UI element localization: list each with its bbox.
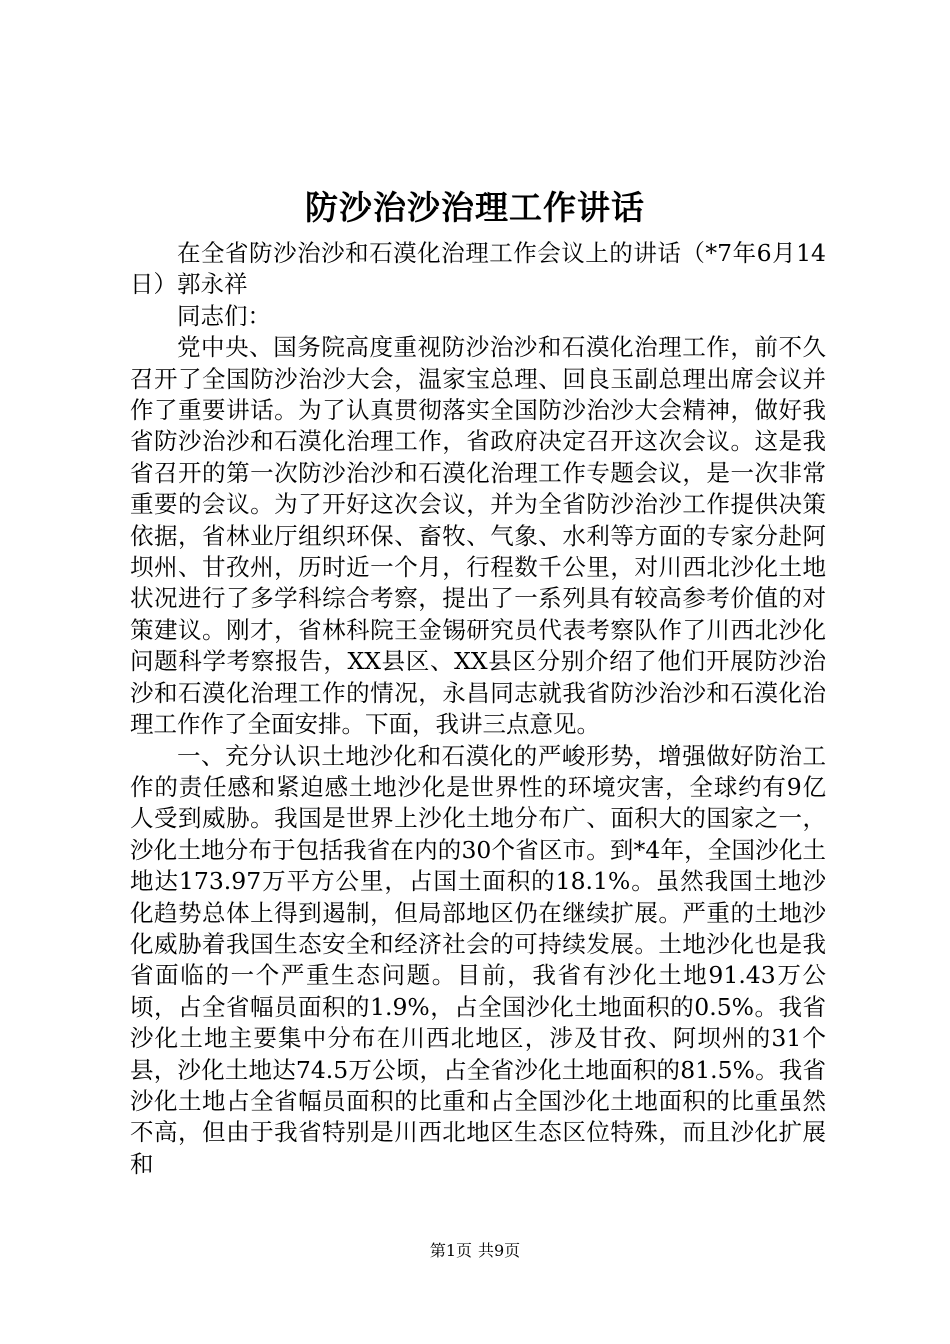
- section-one-paragraph: 一、充分认识土地沙化和石漠化的严峻形势，增强做好防治工作的责任感和紧迫感土地沙化是世界性的环境灾害，全球约有9亿人受到威胁。我国是世界上沙化土地分布广、面积大的国家之一，沙化土地分布于包括我省在内的30个省区市。到*4年，全国沙化土地达173.97万平方公里，占国土面积的18.1%。虽然我国土地沙化趋势总体上得到遏制，但局部地区仍在继续扩展。严重的土地沙化威胁着我国生态安全和经济社会的可持续发展。土地沙化也是我省面临的一个严重生态问题。目前，我省有沙化土地91.43万公顷，占全省幅员面积的1.9%，占全国沙化土地面积的0.5%。我省沙化土地主要集中分布在川西北地区，涉及甘孜、阿坝州的31个县，沙化土地达74.5万公顷，占全省沙化土地面积的81.5%。我省沙化土地占全省幅员面积的比重和占全国沙化土地面积的比重虽然不高，但由于我省特别是川西北地区生态区位特殊，而且沙化扩展和: [130, 741, 826, 1178]
- page-total: 共9页: [478, 1241, 521, 1260]
- page-footer: [0, 1240, 950, 1262]
- document-title: 防沙治沙治理工作讲话: [305, 188, 645, 227]
- intro-paragraph: 党中央、国务院高度重视防沙治沙和石漠化治理工作，前不久召开了全国防沙治沙大会，温家宝总理、回良玉副总理出席会议并作了重要讲话。为了认真贯彻落实全国防沙治沙大会精神，做好我省防沙治沙和石漠化治理工作，省政府决定召开这次会议。这是我省召开的第一次防沙治沙和石漠化治理工作专题会议，是一次非常重要的会议。为了开好这次会议，并为全省防沙治沙工作提供决策依据，省林业厅组织环保、畜牧、气象、水利等方面的专家分赴阿坝州、甘孜州，历时近一个月，行程数千公里，对川西北沙化土地状况进行了多学科综合考察，提出了一系列具有较高参考价值的对策建议。刚才，省林科院王金锡研究员代表考察队作了川西北沙化问题科学考察报告，XX县区、XX县区分别介绍了他们开展防沙治沙和石漠化治理工作的情况，永昌同志就我省防沙治沙和石漠化治理工作作了全面安排。下面，我讲三点意见。: [130, 333, 826, 739]
- page-number: 第1页: [429, 1241, 472, 1260]
- speech-heading-paragraph: 在全省防沙治沙和石漠化治理工作会议上的讲话（*7年6月14日）郭永祥: [130, 239, 826, 299]
- salutation-paragraph: 同志们：: [177, 301, 271, 330]
- document-body: [130, 238, 826, 1180]
